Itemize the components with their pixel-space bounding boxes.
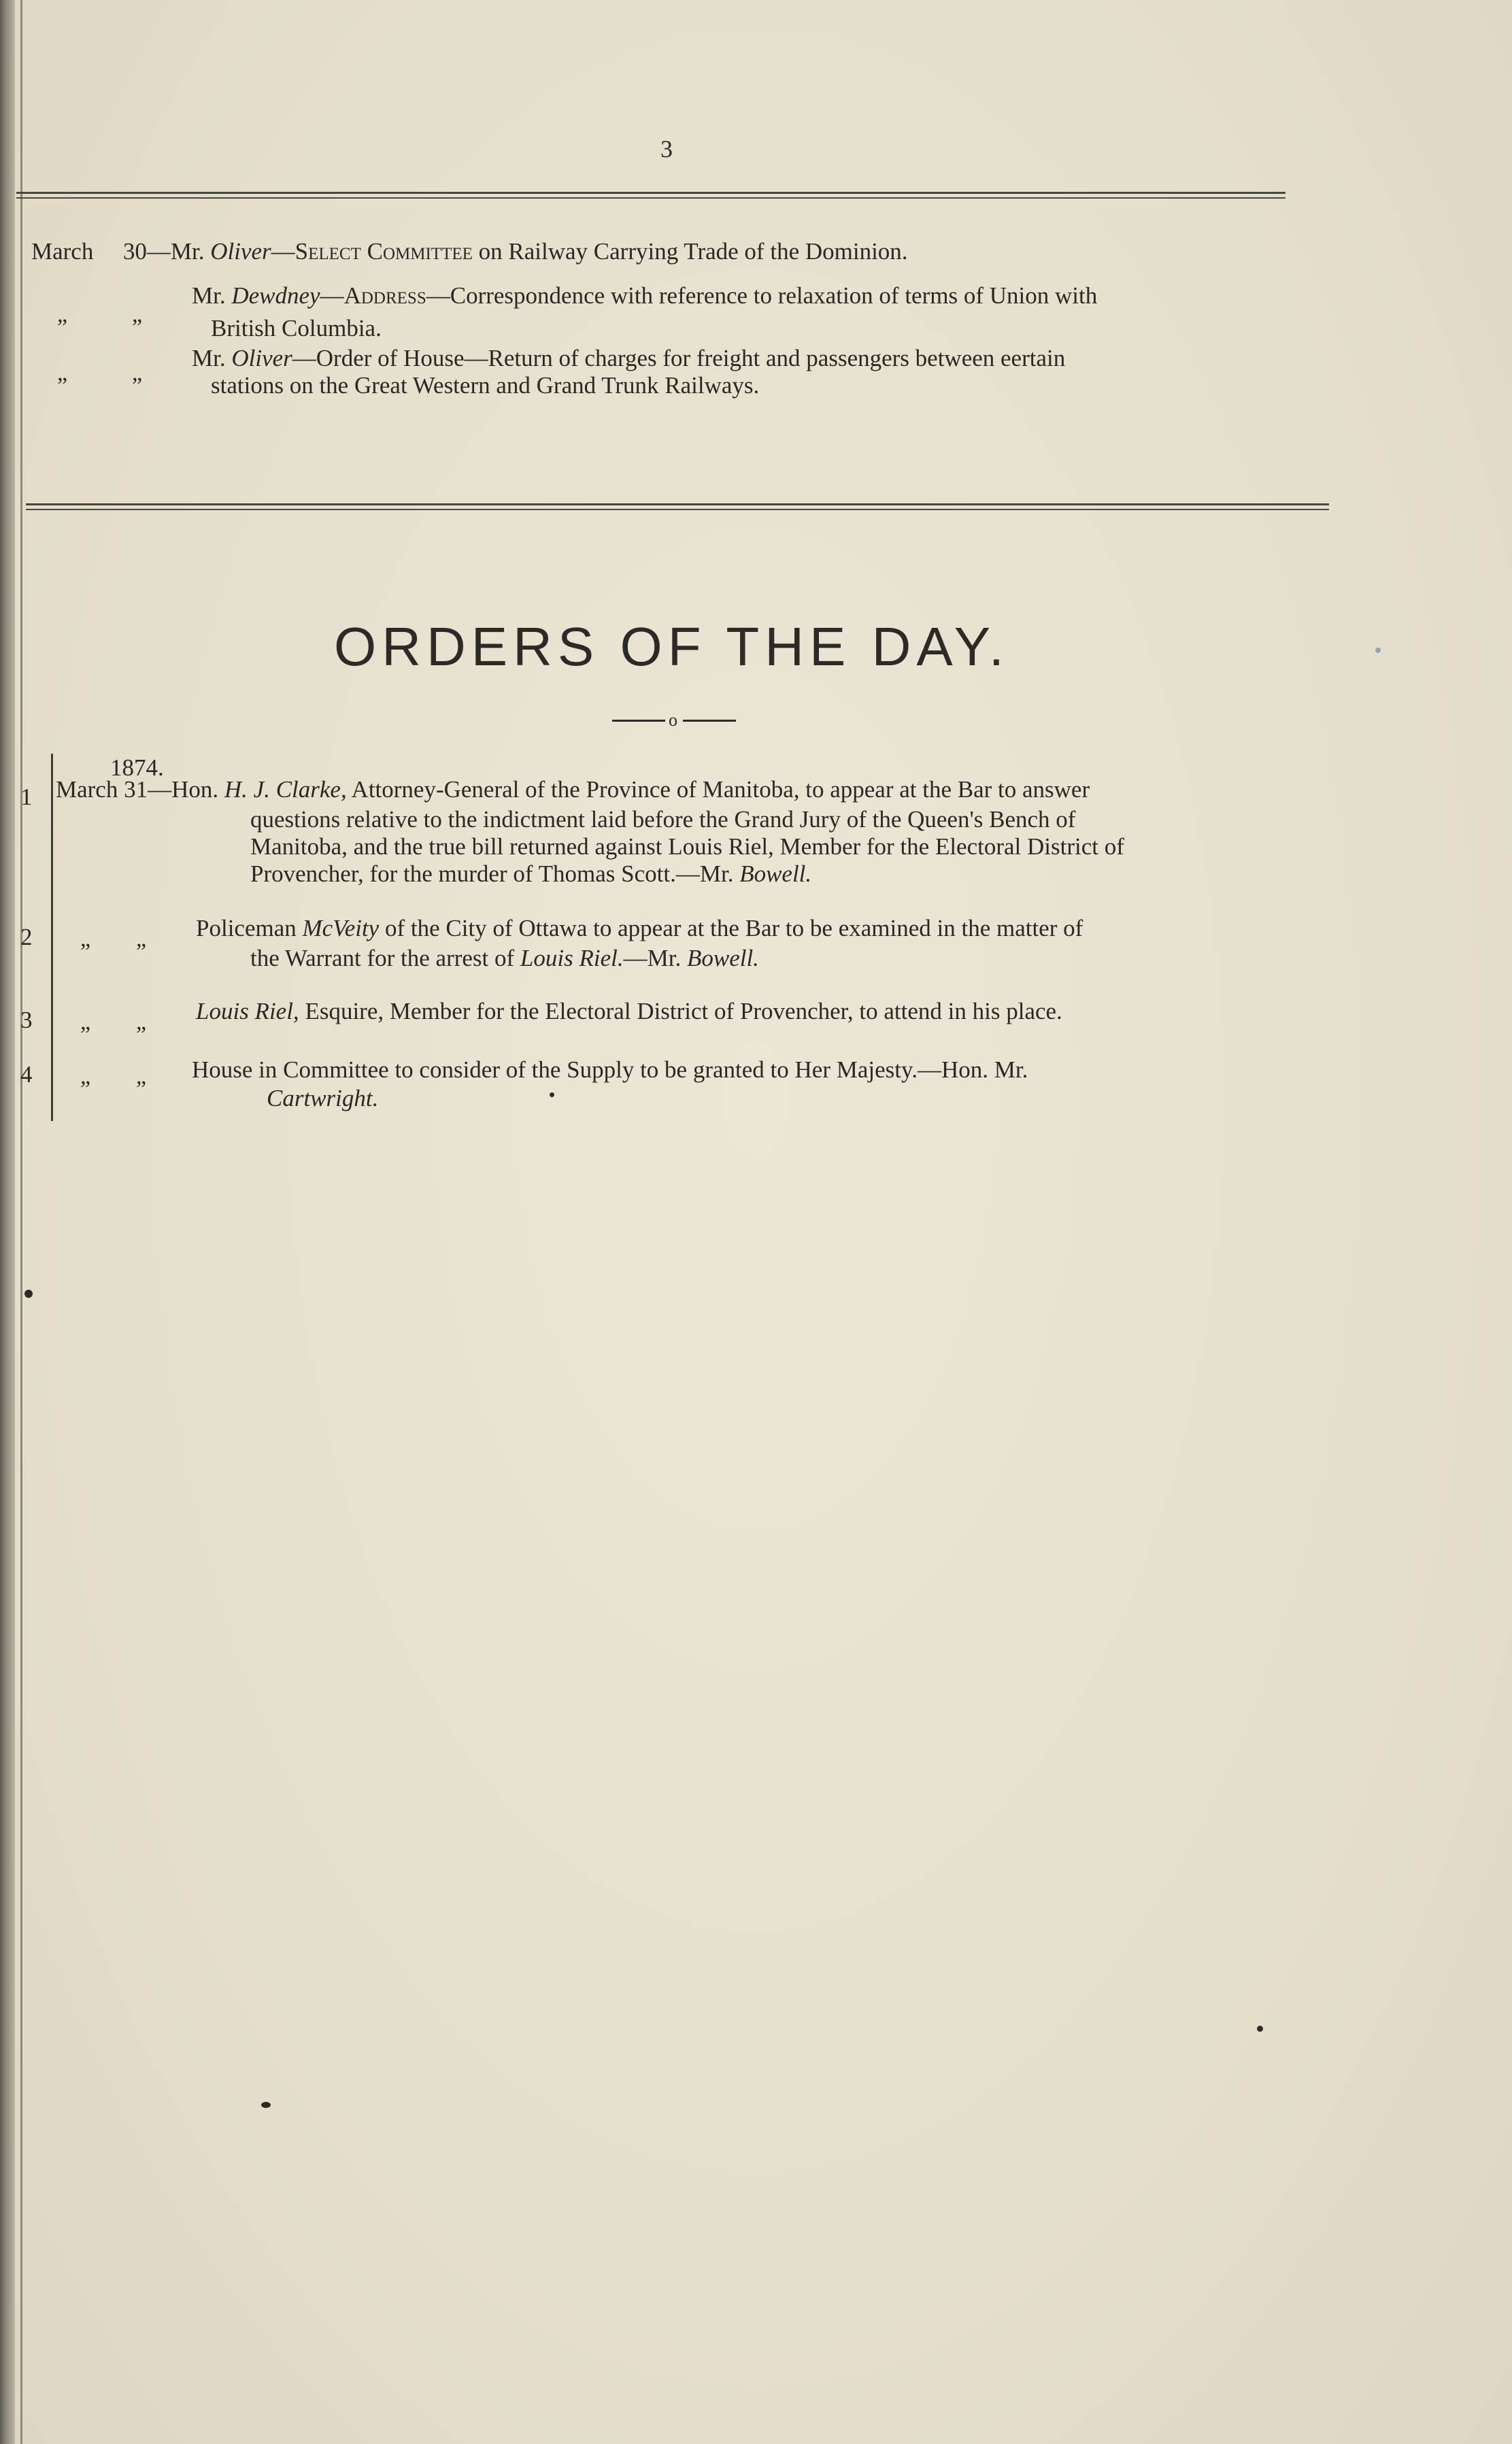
ornament-line-left <box>612 720 665 722</box>
order-1-line-2: questions relative to the indictment laid before the Grand Jury of the Queen's Bench of <box>250 806 1076 833</box>
notice-text: —Correspondence with reference to relaxation of terms of Union with <box>426 282 1098 309</box>
top-double-rule <box>16 192 1286 199</box>
notice-day: 30 <box>122 238 147 265</box>
notice-text: —Order of House—Return of charges for freight and passengers between eertain <box>292 345 1066 371</box>
order-1-line-3: Manitoba, and the true bill returned against Louis Riel, Member for the Electoral District of <box>250 833 1124 860</box>
notice-prefix: Mr. <box>192 345 232 371</box>
order-member: Louis Riel, <box>196 998 299 1024</box>
order-number: 1 <box>20 784 33 810</box>
order-text: —Hon. <box>148 776 224 803</box>
notice-prefix: Mr. <box>192 282 232 309</box>
order-4-line-1: House in Committee to consider of the Supply to be granted to Her Majesty.—Hon. Mr. <box>192 1056 1028 1083</box>
order-3-line-1 <box>196 997 1062 1026</box>
ink-spot <box>24 1290 33 1298</box>
order-number: 3 <box>20 1007 33 1033</box>
order-text: Provencher, for the murder of Thomas Scott.—Mr. <box>250 860 740 887</box>
order-member: Bowell. <box>686 945 759 971</box>
order-member: Louis Riel. <box>520 945 624 971</box>
ink-spot <box>550 1092 554 1097</box>
title-ornament <box>612 710 737 731</box>
ditto-mark: „ <box>136 926 147 952</box>
notice-member: Dewdney <box>231 282 320 309</box>
section-double-rule <box>26 503 1329 510</box>
order-text: Attorney-General of the Province of Manitoba, to appear at the Bar to answer <box>346 776 1090 803</box>
page-binding <box>0 0 15 2444</box>
order-number: 2 <box>20 924 33 950</box>
ornament-line-right <box>683 720 736 722</box>
order-text: the Warrant for the arrest of <box>250 945 520 971</box>
ditto-mark: „ <box>80 1009 91 1035</box>
notice-2 <box>192 282 1097 310</box>
notice-member: Oliver <box>231 345 292 371</box>
ink-spot <box>261 2102 271 2108</box>
notice-3 <box>192 344 1065 373</box>
blue-speck <box>1375 648 1381 653</box>
order-text: Policeman <box>196 915 303 941</box>
ditto-mark: „ <box>136 1064 147 1089</box>
notice-3-continuation: stations on the Great Western and Grand Trunk Railways. <box>211 372 760 399</box>
order-number: 4 <box>20 1061 33 1088</box>
notice-member-prefix: —Mr. <box>146 238 211 265</box>
order-text: of the City of Ottawa to appear at the Bar to be examined in the matter of <box>379 915 1083 941</box>
binding-edge-line <box>20 0 22 2444</box>
ornament-mark: o <box>669 710 677 730</box>
order-2-line-1 <box>196 914 1083 943</box>
notice-1 <box>31 237 908 266</box>
order-member: Bowell. <box>739 860 812 887</box>
order-1-line-4 <box>250 860 811 888</box>
ditto-mark: „ <box>80 926 91 952</box>
order-date: March 31 <box>56 776 148 803</box>
page-number: 3 <box>660 135 673 163</box>
order-2-line-2 <box>250 944 759 973</box>
order-1-line-1 <box>56 775 1090 804</box>
order-member: H. J. Clarke, <box>224 776 347 803</box>
notice-date-label: March <box>31 238 94 265</box>
order-text: —Mr. <box>623 945 687 971</box>
notice-text: on Railway Carrying Trade of the Dominion. <box>472 238 908 265</box>
ditto-mark: „ <box>136 1009 147 1035</box>
ink-spot <box>1257 2026 1263 2032</box>
order-text: Esquire, Member for the Electoral District of Provencher, to attend in his place. <box>299 998 1062 1024</box>
orders-left-bar <box>51 754 53 1121</box>
ditto-mark: „ <box>57 302 68 327</box>
order-member: McVeity <box>302 915 380 941</box>
ditto-mark: „ <box>80 1064 91 1089</box>
notice-2-continuation: British Columbia. <box>211 315 382 341</box>
orders-of-the-day-title: ORDERS OF THE DAY. <box>333 616 1010 677</box>
notice-member: Oliver <box>210 238 271 265</box>
year-label: 1874. <box>110 754 164 781</box>
order-4-line-2: Cartwright. <box>267 1085 379 1111</box>
notice-motion-type: —Address <box>320 282 426 309</box>
notice-motion-type: —Select Committee <box>271 238 473 265</box>
ditto-mark: „ <box>132 302 143 327</box>
ditto-mark: „ <box>57 361 68 386</box>
ditto-mark: „ <box>132 361 143 386</box>
